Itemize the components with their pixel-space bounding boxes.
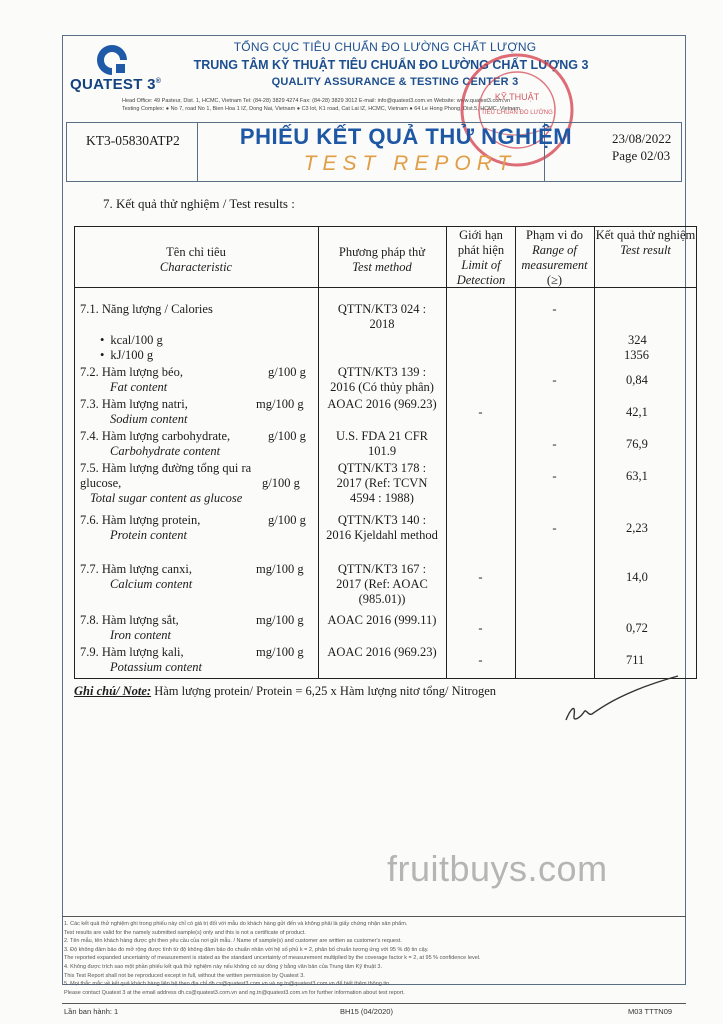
- issue-number: Lần ban hành: 1: [64, 1007, 119, 1016]
- footnote-line: 5. Mọi thắc mắc về kết quả khách hàng liên hệ theo địa chỉ dh.cs@quatest3.com.vn và ng.tn@quatest3.com.vn để biết thêm thông tin.: [64, 981, 391, 988]
- footnote-line: Test results are valid for the namely submitted sample(s) only and this is not a certificate of product.: [64, 929, 306, 936]
- footnote-line: 4. Không được trích sao một phần phiếu kết quả thử nghiệm này nếu không có sự đồng ý bằng văn bản của Trung tâm Kỹ thuật 3.: [64, 964, 382, 970]
- row-result: 63,1: [626, 469, 648, 483]
- row-name-vi: 7.2. Hàm lượng béo,: [80, 365, 183, 379]
- report-title-vi: PHIẾU KẾT QUẢ THỬ NGHIỆM: [239, 124, 573, 149]
- row-name-vi: 7.8. Hàm lượng sắt,: [80, 613, 179, 627]
- row-method: AOAC 2016 (969.23): [327, 645, 437, 659]
- row-result: 0,84: [626, 373, 648, 387]
- row-unit: g/100 g: [268, 365, 306, 379]
- row-name-en: Protein content: [110, 528, 187, 542]
- row-unit: mg/100 g: [256, 397, 304, 411]
- header-line-1: TỔNG CỤC TIÊU CHUẨN ĐO LƯỜNG CHẤT LƯỢNG: [233, 40, 537, 54]
- row-unit: mg/100 g: [256, 562, 304, 576]
- footnote-line: The reported expanded uncertainty of measurement is stated as the standard uncertainty of measurement multiplied by the coverage factor k = 2, at 95 % confidence level.: [64, 955, 481, 962]
- row-name-vi: 7.4. Hàm lượng carbohydrate,: [80, 429, 231, 443]
- row-method: QTTN/KT3 140 : 2016 Kjeldahl method: [326, 513, 438, 542]
- form-code: BH15 (04/2020): [340, 1007, 393, 1016]
- row-limit: -: [478, 570, 483, 584]
- report-code: KT3-05830ATP2: [86, 133, 180, 148]
- row-energy-method: QTTN/KT3 024 : 2018: [337, 302, 427, 331]
- row-result: 0,72: [626, 621, 648, 635]
- row-result: 76,9: [626, 437, 648, 451]
- row-range: -: [552, 373, 557, 387]
- section-title: 7. Kết quả thử nghiệm / Test results :: [103, 196, 295, 211]
- row-name-en: Carbohydrate content: [110, 444, 221, 458]
- row-method: AOAC 2016 (999.11): [327, 613, 437, 627]
- row-limit: -: [478, 653, 483, 667]
- note: [74, 684, 496, 699]
- footnote-line: Please contact Quatest 3 at the email address dh.cs@quatest3.com.vn and ng.tn@quatest3.com.vn for further information about test report.: [64, 989, 405, 996]
- row-name-en: Iron content: [110, 628, 171, 642]
- row-energy-name: 7.1. Năng lượng / Calories: [80, 302, 213, 316]
- row-name-en: Sodium content: [110, 412, 188, 426]
- header-testing-complex: Testing Complex: ● No 7, road No 1, Bien Hoa 1 IZ, Dong Nai, Vietnam ● C3 lot, K1 road, Cat Lai IZ, HCMC, Vietnam ● 64 Le Hong Phong, Dist.5, HCMC, Vietnam: [122, 106, 520, 112]
- document-code: M03 TTTN09: [628, 1007, 673, 1016]
- brand-name: QUATEST 3®: [70, 76, 162, 93]
- row-method: U.S. FDA 21 CFR 101.9: [335, 429, 429, 458]
- row-name-en: Potassium content: [110, 660, 203, 674]
- header-address: Head Office: 49 Pasteur, Dist. 1, HCMC, Vietnam Tel: (84-28) 3829 4274 Fax: (84-28) 3829 3012 E-mail: info@quatest3.com.vn Website: www.quatest3.com.vn: [122, 98, 511, 104]
- row-unit: g/100 g: [268, 429, 306, 443]
- row-result: 2,23: [626, 521, 648, 535]
- header-result: Kết quả thử nghiệm Test result: [595, 228, 696, 257]
- watermark: fruitbuys.com: [387, 848, 608, 889]
- header-limit: Giới hạn phát hiện Limit of Detection: [456, 228, 506, 287]
- stamp-text-2: TIÊU CHUẨN ĐO LƯỜNG: [481, 110, 553, 116]
- footnote-line: 1. Các kết quả thử nghiệm ghi trong phiếu này chỉ có giá trị đối với mẫu do khách hàng gửi đến và không phải là giấy chứng nhận sản phẩm.: [64, 921, 408, 927]
- row-name-en: Calcium content: [110, 577, 193, 591]
- row-name-vi: 7.9. Hàm lượng kali,: [80, 645, 184, 659]
- footnote-line: 3. Độ không đảm bảo đo mở rộng được tính từ độ không đảm bảo đo chuẩn nhân với hệ số phủ k = 2, phân bố chuẩn tương ứng với 95 % độ tin cậy.: [64, 946, 429, 953]
- row-energy-kj-value: 1356: [624, 348, 649, 362]
- row-unit: mg/100 g: [256, 645, 304, 659]
- row-method: QTTN/KT3 139 : 2016 (Có thủy phân): [330, 365, 434, 394]
- signature-icon: [560, 672, 680, 732]
- row-name-en: Fat content: [110, 380, 168, 394]
- row-name-vi: 7.6. Hàm lượng protein,: [80, 513, 201, 527]
- row-method: QTTN/KT3 178 : 2017 (Ref: TCVN 4594 : 1988): [336, 461, 428, 505]
- row-range: -: [552, 437, 557, 451]
- row-energy-kcal-value: 324: [628, 333, 647, 347]
- row-unit: g/100 g: [268, 513, 306, 527]
- row-name-vi: 7.3. Hàm lượng natri,: [80, 397, 188, 411]
- report-date: 23/08/2022: [612, 131, 672, 146]
- row-name-en: Total sugar content as glucose: [90, 491, 243, 505]
- header-range: Phạm vi đo Range of measurement (≥): [521, 228, 588, 287]
- row-name-vi: 7.5. Hàm lượng đường tổng qui ra glucose,: [80, 461, 252, 490]
- header-method: Phương pháp thử Test method: [338, 245, 426, 274]
- row-method: QTTN/KT3 167 : 2017 (Ref: AOAC (985.01)): [336, 562, 428, 606]
- row-method: AOAC 2016 (969.23): [327, 397, 437, 411]
- report-page: Page 02/03: [612, 148, 671, 163]
- footnote-line: This Test Report shall not be reproduced except in full, without the written permission by Quatest 3.: [64, 972, 305, 979]
- note-label: Ghi chú/ Note:: [74, 684, 152, 698]
- header-characteristic: Tên chỉ tiêu Characteristic: [159, 245, 233, 274]
- header-line-3: QUALITY ASSURANCE & TESTING CENTER 3: [271, 76, 519, 88]
- row-name-vi: 7.7. Hàm lượng canxi,: [80, 562, 192, 576]
- row-energy-kj-unit: • kJ/100 g: [100, 348, 153, 363]
- row-range: -: [552, 521, 557, 535]
- report-title-en: TEST REPORT: [303, 152, 517, 175]
- row-result: 42,1: [626, 405, 648, 419]
- row-unit: mg/100 g: [256, 613, 304, 627]
- row-unit: g/100 g: [262, 476, 300, 490]
- note-text: Hàm lượng protein/ Protein = 6,25 x Hàm lượng nitơ tổng/ Nitrogen: [154, 684, 497, 698]
- row-result: 14,0: [626, 570, 648, 584]
- stamp-text-1: KỸ THUẬT: [494, 92, 540, 102]
- row-energy-range: -: [552, 302, 557, 316]
- header-line-2: TRUNG TÂM KỸ THUẬT TIÊU CHUẨN ĐO LƯỜNG CHẤT LƯỢNG 3: [193, 58, 589, 72]
- row-energy-kcal-unit: • kcal/100 g: [100, 333, 163, 348]
- row-result: 711: [626, 653, 645, 667]
- row-limit: -: [478, 621, 483, 635]
- row-limit: -: [478, 405, 483, 419]
- footnote-line: 2. Tên mẫu, tên khách hàng được ghi theo yêu cầu của nơi gửi mẫu. / Name of sample(s) and customer are written as customer's request.: [64, 938, 402, 945]
- row-range: -: [552, 469, 557, 483]
